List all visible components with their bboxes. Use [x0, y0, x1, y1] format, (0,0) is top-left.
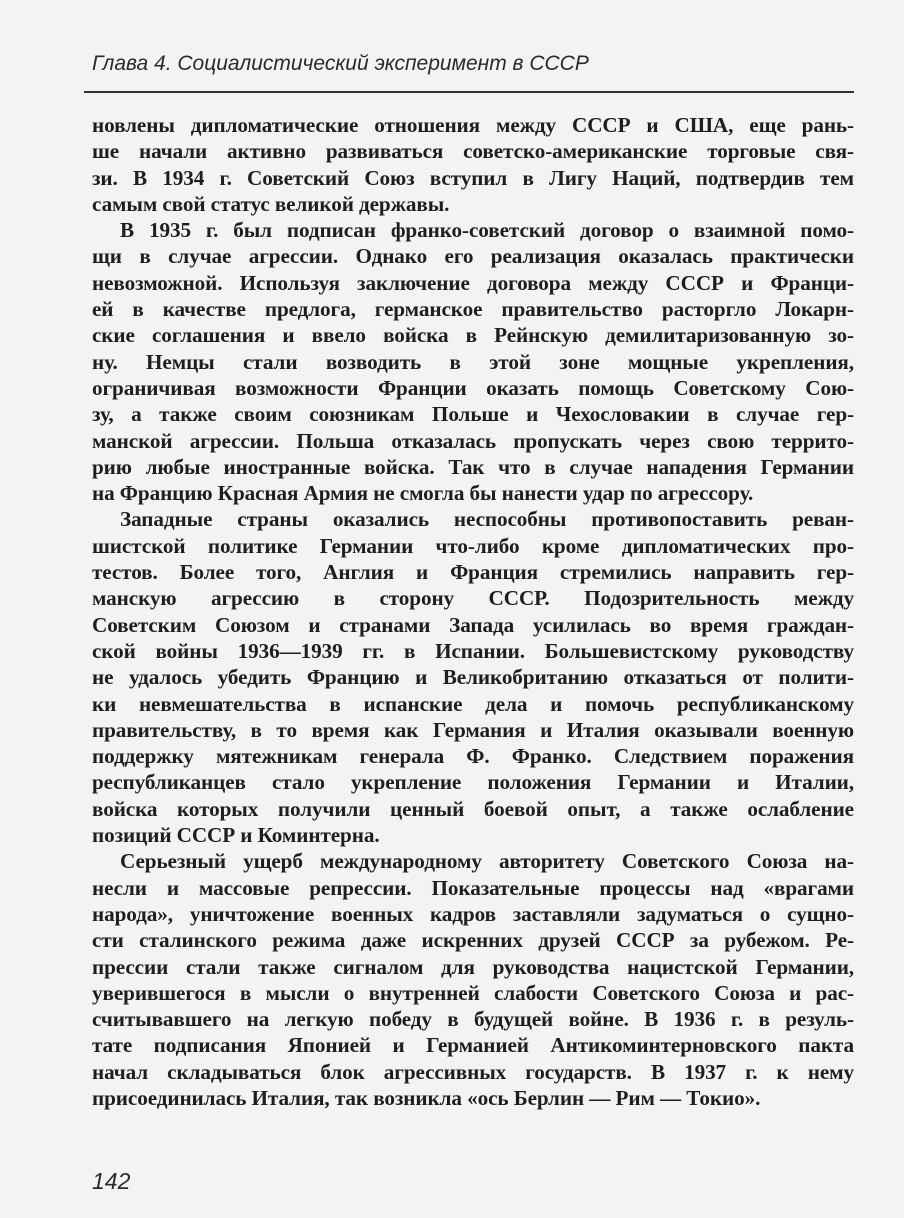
text-line: несли и массовые репрессии. Показательные процессы над «врагами	[92, 875, 854, 900]
text-line: считывавшего на легкую победу в будущей войне. В 1936 г. в резуль-	[92, 1007, 854, 1032]
paragraph	[92, 506, 854, 848]
header-rule	[84, 91, 854, 93]
text-line: присоединилась Италия, так возникла «ось Берлин — Рим — Токио».	[92, 1085, 761, 1110]
text-line: ской войны 1936—1939 гг. в Испании. Большевистскому руководству	[92, 638, 854, 663]
text-line: республиканцев стало укрепление положения Германии и Италии,	[92, 770, 854, 795]
text-line: щи в случае агрессии. Однако его реализация оказалась практически	[92, 244, 854, 269]
text-line: правительству, в то время как Германия и Италия оказывали военную	[92, 717, 854, 742]
paragraph	[92, 217, 854, 506]
text-line: уверившегося в мысли о внутренней слабости Советского Союза и рас-	[92, 980, 854, 1005]
text-line: самым свой статус великой державы.	[92, 191, 450, 216]
text-line: сти сталинского режима даже искренних друзей СССР за рубежом. Ре-	[92, 928, 854, 953]
text-line: невозможной. Используя заключение договора между СССР и Франци-	[92, 270, 854, 295]
text-line: Западные страны оказались неспособны противопоставить реван-	[120, 507, 854, 532]
text-line: ше начали активно развиваться советско-американские торговые свя-	[92, 139, 854, 164]
text-line: ограничивая возможности Франции оказать помощь Советскому Сою-	[92, 375, 854, 400]
text-line: манскую агрессию в сторону СССР. Подозрительность между	[92, 586, 854, 611]
text-line: не удалось убедить Францию и Великобританию отказаться от полити-	[92, 665, 854, 690]
text-line: зу, а также своим союзникам Польше и Чехословакии в случае гер-	[92, 402, 854, 427]
text-line: поддержку мятежникам генерала Ф. Франко. Следствием поражения	[92, 744, 854, 769]
text-line: зи. В 1934 г. Советский Союз вступил в Лигу Наций, подтвердив тем	[92, 165, 854, 190]
paragraph	[92, 112, 854, 217]
text-line: начал складываться блок агрессивных государств. В 1937 г. к нему	[92, 1059, 854, 1084]
paragraph	[92, 848, 854, 1111]
text-line: ские соглашения и ввело войска в Рейнскую демилитаризованную зо-	[92, 323, 854, 348]
text-line: ки невмешательства в испанские дела и помочь республиканскому	[92, 691, 854, 716]
text-line: тестов. Более того, Англия и Франция стремились направить гер-	[92, 560, 854, 585]
text-line: ну. Немцы стали возводить в этой зоне мощные укрепления,	[92, 349, 854, 374]
page-number: 142	[92, 1168, 131, 1194]
text-line: на Францию Красная Армия не смогла бы нанести удар по агрессору.	[92, 481, 754, 506]
text-line: манской агрессии. Польша отказалась пропускать через свою террито-	[92, 428, 854, 453]
chapter-header: Глава 4. Социалистический эксперимент в СССР	[92, 52, 589, 75]
text-line: войска которых получили ценный боевой опыт, а также ослабление	[92, 796, 854, 821]
text-line: тате подписания Японией и Германией Антикоминтерновского пакта	[92, 1033, 854, 1058]
body-text	[92, 112, 854, 1111]
text-line: Серьезный ущерб международному авторитету Советского Союза на-	[120, 849, 854, 874]
text-line: народа», уничтожение военных кадров заставляли задуматься о сущно-	[92, 901, 854, 926]
text-line: Советским Союзом и странами Запада усилилась во время граждан-	[92, 612, 854, 637]
text-line: рию любые иностранные войска. Так что в случае нападения Германии	[92, 454, 854, 479]
text-line: В 1935 г. был подписан франко-советский договор о взаимной помо-	[120, 218, 854, 243]
text-line: шистской политике Германии что-либо кроме дипломатических про-	[92, 533, 854, 558]
text-line: новлены дипломатические отношения между СССР и США, еще рань-	[92, 113, 854, 137]
text-line: ей в качестве предлога, германское правительство расторгло Локарн-	[92, 297, 854, 322]
text-line: позиций СССР и Коминтерна.	[92, 823, 380, 848]
text-line: прессии стали также сигналом для руководства нацистской Германии,	[92, 954, 854, 979]
